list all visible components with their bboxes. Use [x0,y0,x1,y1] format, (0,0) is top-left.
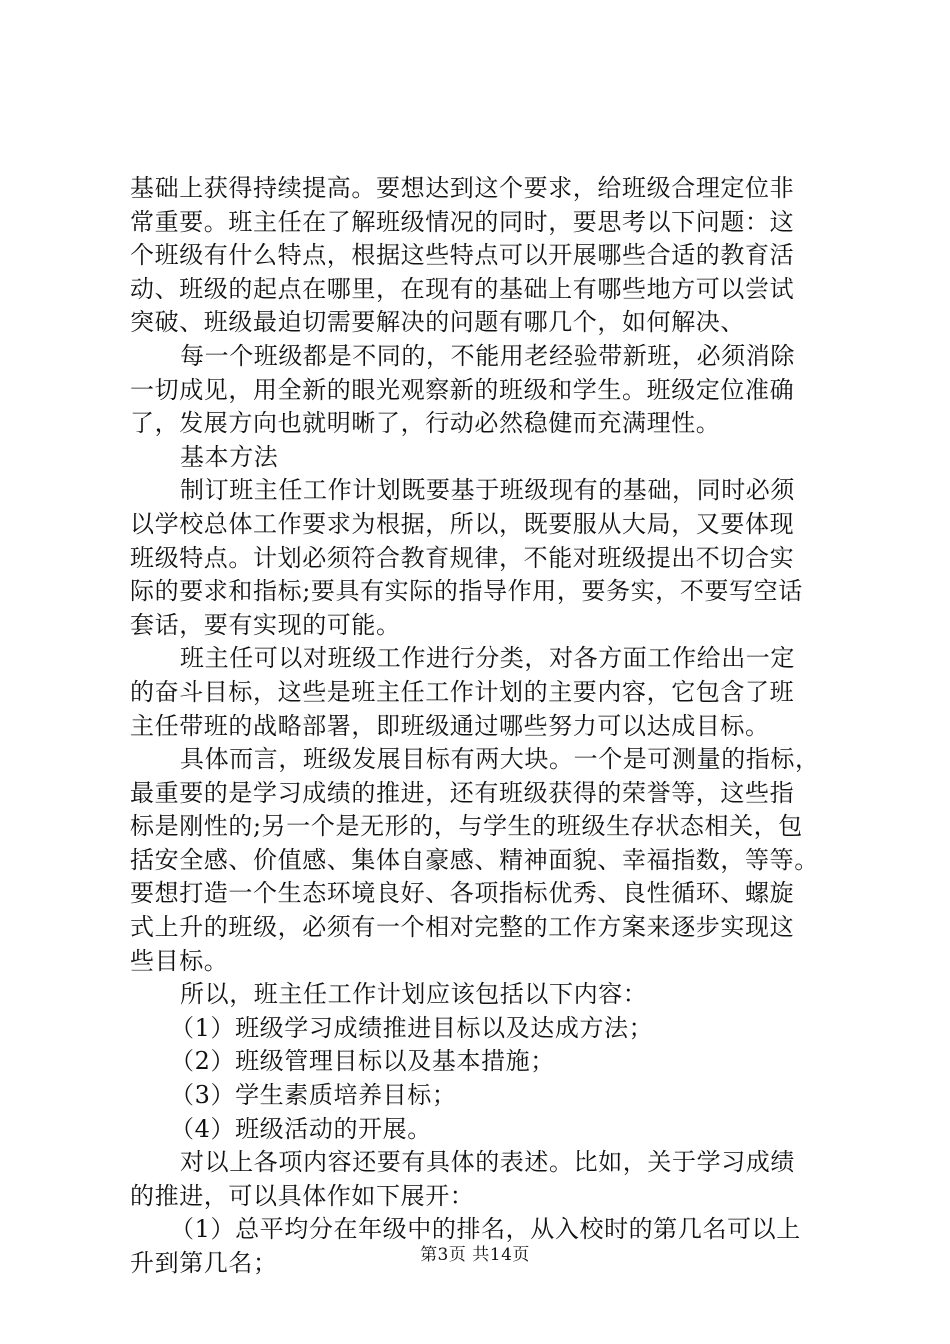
text-line: 了，发展方向也就明晰了，行动必然稳健而充满理性。 [130,409,721,438]
text-line: 个班级有什么特点，根据这些特点可以开展哪些合适的教育活 [130,241,795,270]
list-item: （1）总平均分在年级中的排名，从入校时的第几名可以上 [170,1215,801,1244]
text-line: 套话，要有实现的可能。 [130,610,401,639]
paragraph-start-line: 所以，班主任工作计划应该包括以下内容： [180,980,648,1009]
section-heading: 基本方法 [180,442,279,471]
text-line: 动、班级的起点在哪里，在现有的基础上有哪些地方可以尝试 [130,274,795,303]
paragraph-start-line: 具体而言，班级发展目标有两大块。一个是可测量的指标， [180,745,820,774]
text-line: 括安全感、价值感、集体自豪感、精神面貌、幸福指数，等等。 [130,845,819,874]
text-line: 一切成见，用全新的眼光观察新的班级和学生。班级定位准确 [130,375,795,404]
list-item: （1）班级学习成绩推进目标以及达成方法； [170,1013,654,1042]
text-line: 升到第几名； [130,1249,278,1277]
text-line: 的奋斗目标，这些是班主任工作计划的主要内容，它包含了班 [130,677,795,706]
text-line: 式上升的班级，必须有一个相对完整的工作方案来逐步实现这 [130,913,795,942]
text-line: 标是刚性的;另一个是无形的，与学生的班级生存状态相关，包 [130,812,803,841]
text-line: 要想打造一个生态环境良好、各项指标优秀、良性循环、螺旋 [130,879,795,908]
text-line: 班级特点。计划必须符合教育规律，不能对班级提出不切合实 [130,543,795,572]
text-line: 些目标。 [130,946,229,975]
paragraph-start-line: 对以上各项内容还要有具体的表述。比如，关于学习成绩 [180,1148,795,1177]
text-line: 的推进，可以具体作如下展开： [130,1181,475,1210]
paragraph-start-line: 每一个班级都是不同的，不能用老经验带新班，必须消除 [180,341,795,370]
text-line: 以学校总体工作要求为根据，所以，既要服从大局，又要体现 [130,509,795,538]
list-item: （3）学生素质培养目标； [170,1081,457,1110]
paragraph-start-line: 班主任可以对班级工作进行分类，对各方面工作给出一定 [180,644,795,673]
page-number-footer: 第3页 共14页 [420,1245,530,1265]
body-text [130,172,830,1281]
text-line: 常重要。班主任在了解班级情况的同时，要思考以下问题：这 [130,207,795,236]
text-line: 主任带班的战略部署，即班级通过哪些努力可以达成目标。 [130,711,770,740]
list-item: （2）班级管理目标以及基本措施； [170,1047,555,1076]
text-line: 突破、班级最迫切需要解决的问题有哪几个，如何解决、 [130,308,745,337]
text-line: 际的要求和指标;要具有实际的指导作用，要务实，不要写空话 [130,577,803,606]
text-line: 最重要的是学习成绩的推进，还有班级获得的荣誉等，这些指 [130,778,795,807]
text-line: 基础上获得持续提高。要想达到这个要求，给班级合理定位非 [130,174,795,202]
paragraph-start-line: 制订班主任工作计划既要基于班级现有的基础，同时必须 [180,476,795,505]
list-item: （4）班级活动的开展。 [170,1114,432,1143]
